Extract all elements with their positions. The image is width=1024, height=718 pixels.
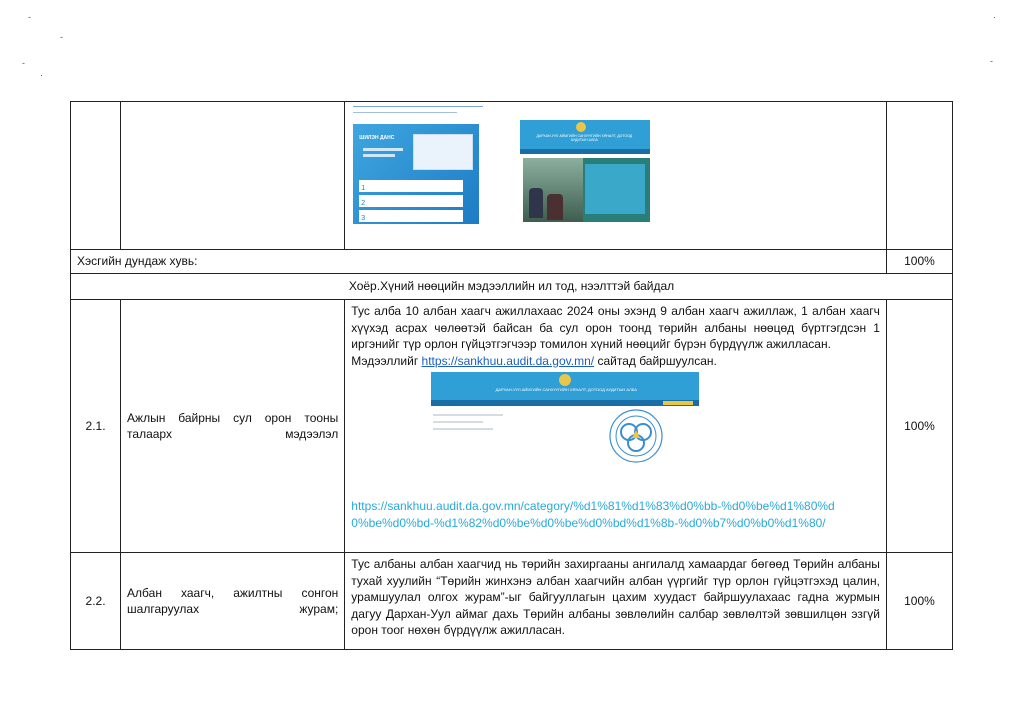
audit-site-header-screenshot (520, 120, 650, 154)
row-text: Тус албаны албан хаагчид нь төрийн захиргааны ангилалд хамаардаг бөгөөд Төрийн албаны тухай хуулийн “Төрийн жинхэнэ албан хаагчийн албан үүргийг түр орлон гүйцэтгэхэд цалин, урамшуулал олгох журам”-ыг байгууллагын цахим хуудаст байршуулахаас гадна журмын дагуу Дархан-Уул аймаг дахь Төрийн албаны зөвлөлийн салбар зөвлөлтэй зөвшилцөн эзгүй орон тоог нөхөн бүрдүүлж ажилласан. (351, 557, 880, 637)
scan-mark: · (40, 70, 43, 80)
row-title: Ажлын байрны сул орон тооны талаарх мэдээлэл (121, 300, 345, 553)
empty-cell (71, 102, 121, 250)
row-percent: 100% (886, 300, 952, 553)
row-number: 2.2. (71, 553, 121, 650)
images-row (71, 102, 953, 250)
website-header-screenshot (431, 372, 699, 406)
category-url[interactable]: https://sankhuu.audit.da.gov.mn/category/%d1%81%d1%83%d0%bb-%d0%be%d1%80%d0%be%d0%bd-%d1%82%d0%be%d0%be%d0%bd%d1%8b-%d0%b7%d0%b0%d1%80/ (351, 499, 835, 530)
step-label: 1 (361, 185, 366, 192)
scan-mark: - (28, 12, 31, 22)
row-title: Албан хаагч, ажилтны сонгон шалгаруулах журам; (121, 553, 345, 650)
report-table (70, 101, 953, 650)
audit-site-photo (523, 158, 650, 222)
step-label: 2 (361, 200, 366, 207)
site-header-text: ДАРХАН-УУЛ АЙМГИЙН САНХҮҮГИЙН ХЯНАЛТ, ДОТООД АУДИТЫН АЛБА (536, 134, 633, 142)
average-value: 100% (886, 250, 952, 274)
row-text: Тус алба 10 албан хаагч ажиллахаас 2024 оны эхэнд 9 албан хаагч ажиллаж, 1 албан хаагч хүүхэд асрах чөлөөтэй байсан ба сул орон тоонд төрийн албаны нөөцөд бүртгэгдсэн 1 иргэнийг түр орлон гүйцэтгэгчээр томилон хүний нөөцийг бүрэн бүрдүүлж ажилласан. (351, 304, 880, 351)
scan-mark: · (993, 12, 996, 22)
table-row (71, 553, 953, 650)
scan-mark: - (60, 32, 63, 42)
empty-cell (121, 102, 345, 250)
row-content (345, 553, 887, 650)
section-heading-row (71, 274, 953, 300)
step-label: 3 (361, 215, 366, 222)
screenshots-cell (345, 102, 887, 250)
average-label: Хэсгийн дундаж хувь: (71, 250, 887, 274)
thumb-caption-line (353, 102, 483, 122)
average-row (71, 250, 953, 274)
row-number: 2.1. (71, 300, 121, 553)
scan-mark: - (22, 58, 25, 68)
section-heading: Хоёр.Хүний нөөцийн мэдээллийн ил тод, нээлттэй байдал (71, 274, 953, 300)
shilen-dans-screenshot (353, 124, 479, 224)
text-prefix: Мэдээллийг (351, 353, 419, 368)
table-row (71, 300, 953, 553)
scan-mark: - (990, 56, 993, 66)
empty-cell (886, 102, 952, 250)
row-content (345, 300, 887, 553)
website-header-text: ДАРХАН-УУЛ АЙМГИЙН САНХҮҮГИЙН ХЯНАЛТ, ДОТООД АУДИТЫН АЛБА (495, 387, 637, 392)
brand-label: ШИЛЭН ДАНС (359, 135, 395, 141)
text-suffix: сайтад байршуулсан. (597, 353, 717, 368)
row-percent: 100% (886, 553, 952, 650)
site-link[interactable]: https://sankhuu.audit.da.gov.mn/ (421, 353, 595, 368)
emblem-logo (603, 408, 669, 464)
website-text-lines (433, 410, 523, 450)
